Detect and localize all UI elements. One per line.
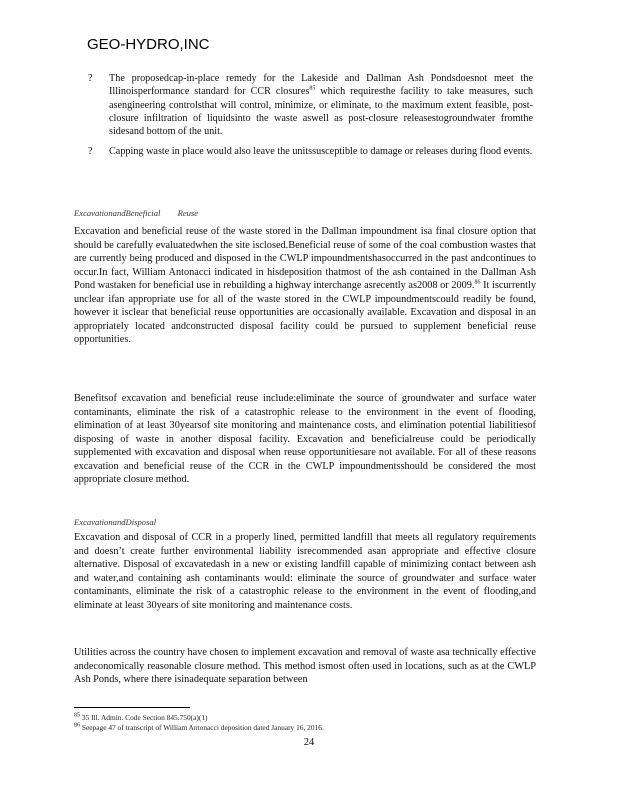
section-heading: ExcavationandBeneficial Reuse: [74, 208, 199, 218]
bullet-text: [109, 145, 533, 158]
bullet-text-part: The proposedcap-in-place remedy for the Lakeside and Dallman Ash Pondsdoesnot meet the Illinoisperformance standard for CCR closures: [109, 73, 533, 98]
bullet-marker: ?: [88, 146, 93, 158]
footnote: [74, 713, 544, 723]
page-number: 24: [303, 737, 315, 748]
paragraph: [74, 392, 536, 487]
bullet-item: [88, 145, 533, 158]
footnote-number: 85: [74, 712, 80, 719]
paragraph-text: It iscurrently unclear ifan appropriate use for all of the waste stored in the CWLP impoundmentscould readily be found, however it isclear that beneficial reuse opportunities are occasionally available. Excavation and disposal in an appropriately located andconstructed disposal facility could be pursued to supplement beneficial reuse opportunities.: [74, 280, 536, 345]
footnote-divider: [74, 707, 190, 708]
bullet-marker: ?: [88, 73, 93, 84]
footnote-text: Seepage 47 of transcript of William Antonacci deposition dated January 16, 2016.: [80, 723, 324, 732]
paragraph-text: Utilities across the country have chosen to implement excavation and removal of waste asa technically effective andeconomically reasonable closure method. This method ismost often used in locations, such as at the CWLP Ash Ponds, where there isinadequate separation between: [74, 647, 536, 685]
section-heading: ExcavationandDisposal: [74, 517, 157, 527]
paragraph-text: Excavation and disposal of CCR in a properly lined, permitted landfill that meets all regulatory requirements and doesn’t create further environmental liability isrecommended asan appropriate and effective closure alternative. Disposal of excavatedash in a new or existing landfill capable of minimizing contact between ash and water,and containing ash contaminants would: eliminate the source of groundwater and surface water contaminants, eliminate the risk of a catastrophic release to the environment in the event of flooding,and eliminate at least 30years of site monitoring and maintenance costs.: [74, 532, 536, 611]
paragraph-text: Benefitsof excavation and beneficial reuse include:eliminate the source of groundwater and surface water contaminants, eliminate the risk of a catastrophic release to the environment in the event of flooding, elimination of at least 30yearsof site monitoring and maintenance costs, and elimination potential liabilitiesof disposing of waste in another disposal facility. Excavation and beneficialreuse could be periodically supplemented with excavation and disposal when reuse opportunitiesare not available. For all of these reasons excavation and beneficial reuse of the CCR in the CWLP impoundmentsshould be considered the most appropriate closure method.: [74, 393, 536, 485]
bullet-text-part: Capping waste in place would also leave the unitssusceptible to damage or releases during flood events.: [109, 146, 533, 158]
bullet-list: [88, 72, 533, 166]
footnote-ref: 85: [309, 85, 316, 92]
footnote-number: 86: [74, 722, 80, 729]
footnotes: [74, 713, 544, 733]
bullet-text-part: which requiresthe facility to take measures, such asengineering controlsthat will control, minimize, or eliminate, to the maximum extent feasible, post-closure infiltration of liquidsinto the waste aswell as post-closure releasestogroundwater fromthe sidesand bottom of the unit.: [109, 86, 533, 138]
bullet-text: [109, 72, 533, 138]
paragraph: [74, 225, 536, 347]
footnote-ref: 86: [474, 279, 481, 286]
company-header: GEO-HYDRO,INC: [87, 36, 210, 53]
footnote: [74, 723, 544, 733]
paragraph: [74, 646, 536, 687]
paragraph: [74, 531, 536, 612]
bullet-item: [88, 72, 533, 138]
paragraph-text: Excavation and beneficial reuse of the waste stored in the Dallman impoundment isa final closure option that should be carefully evaluatedwhen the site isclosed.Beneficial reuse of some of the coal combustion wastes that are currently being produced and disposed in the CWLP impoundmentshasoccurred in the past andcontinues to occur.In fact, William Antonacci indicated in hisdeposition thatmost of the ash contained in the Dallman Ash Pond wastaken for beneficial use in rebuilding a highway interchange asrecently as2008 or 2009.: [74, 226, 536, 291]
footnote-text: 35 Ill. Admin. Code Section 845.750(a)(1): [80, 713, 208, 722]
